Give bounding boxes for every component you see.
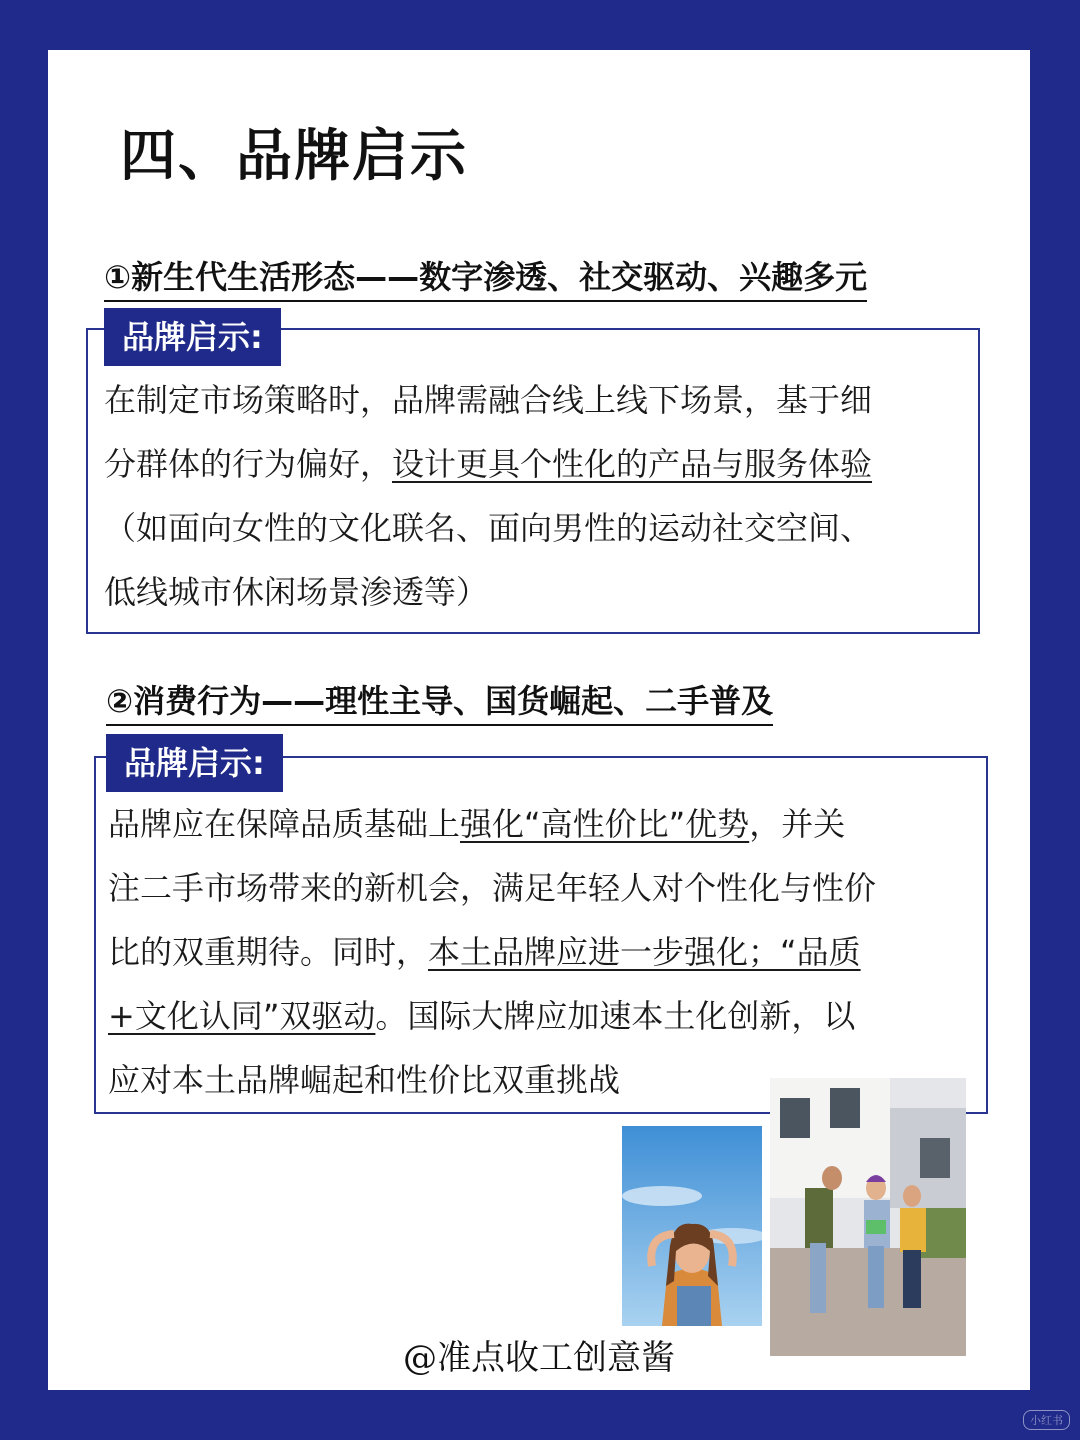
text-segment: 分群体的行为偏好， <box>104 445 393 483</box>
underlined-text: 强化“高性价比”优势 <box>460 805 750 843</box>
text-segment: 低线城市休闲场景渗透等） <box>104 573 489 611</box>
text-segment: 品牌应在保障品质基础上 <box>108 805 461 843</box>
text-segment: 在制定市场策略时，品牌需融合线上线下场景，基于细 <box>104 381 873 419</box>
text-segment: 注二手市场带来的新机会，满足年轻人对个性化与性价 <box>108 869 877 907</box>
body-line <box>104 432 984 496</box>
section2-body <box>108 792 988 1112</box>
text-segment: 。国际大牌应加速本土化创新，以 <box>375 997 856 1035</box>
author-credit: @准点收工创意酱 <box>403 1338 675 1378</box>
body-line <box>108 984 988 1048</box>
section2-heading: ②消费行为——理性主导、国货崛起、二手普及 <box>106 676 773 726</box>
photo-woman-sky <box>622 1126 762 1326</box>
watermark: 小红书 <box>1023 1410 1070 1430</box>
content-card <box>48 50 1030 1390</box>
underlined-text: 本土品牌应进一步强化；“品质 <box>428 933 861 971</box>
text-segment: 比的双重期待。同时， <box>108 933 429 971</box>
text-segment: ，并关 <box>749 805 846 843</box>
section2-tag: 品牌启示: <box>106 734 283 792</box>
text-segment: 应对本土品牌崛起和性价比双重挑战 <box>108 1061 621 1099</box>
body-line <box>104 368 984 432</box>
body-line <box>108 856 988 920</box>
page-title: 四、品牌启示 <box>120 124 468 189</box>
underlined-text: +文化认同”双驱动 <box>108 997 376 1035</box>
body-line <box>108 792 988 856</box>
body-line <box>108 920 988 984</box>
section1-tag: 品牌启示: <box>104 308 281 366</box>
underlined-text: 设计更具个性化的产品与服务体验 <box>392 445 873 483</box>
section1-body <box>104 368 984 624</box>
section1-heading: ①新生代生活形态——数字渗透、社交驱动、兴趣多元 <box>104 252 867 302</box>
body-line <box>104 496 984 560</box>
text-segment: （如面向女性的文化联名、面向男性的运动社交空间、 <box>104 509 873 547</box>
body-line <box>104 560 984 624</box>
photo-students <box>770 1078 966 1356</box>
